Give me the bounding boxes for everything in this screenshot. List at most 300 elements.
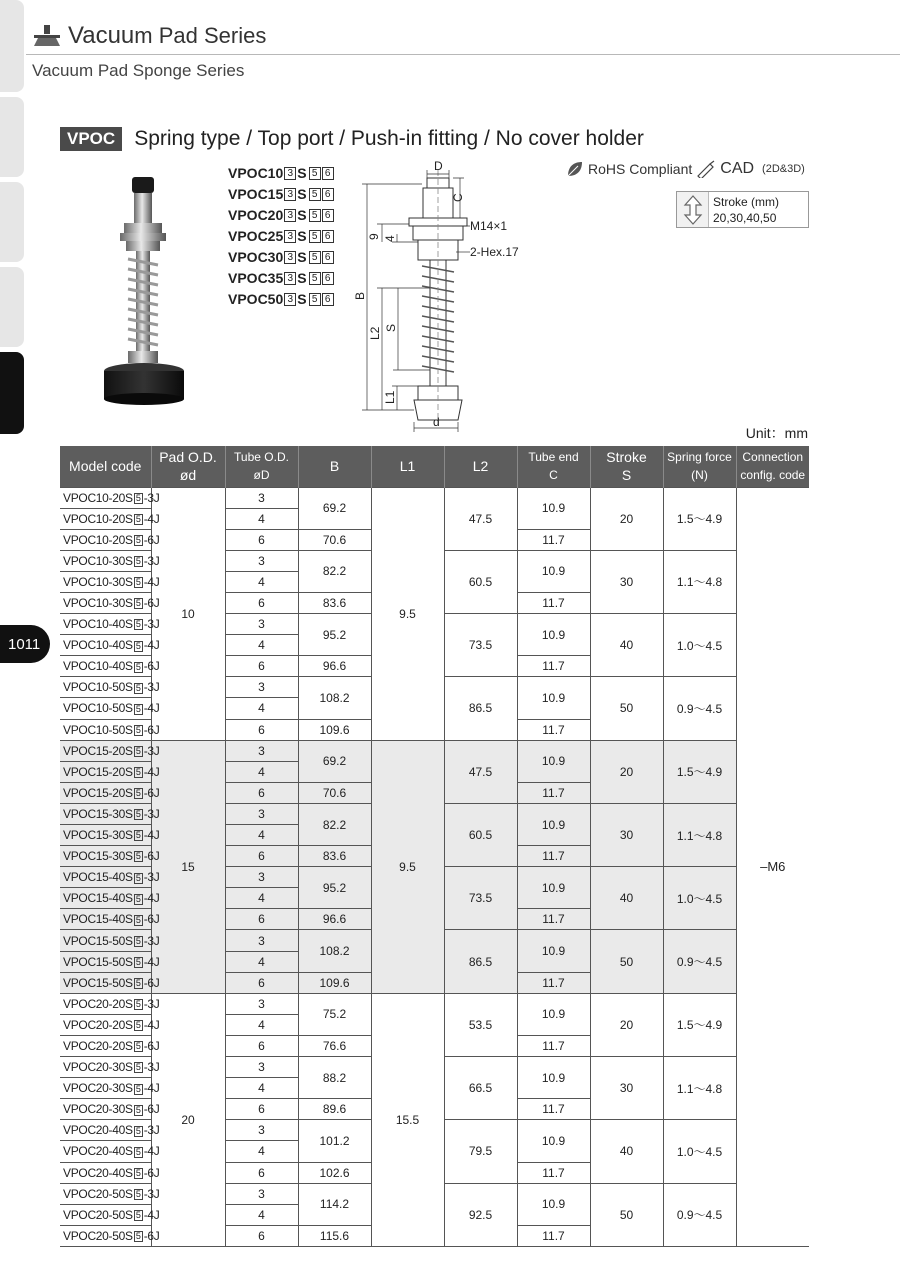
column-header — [371, 446, 444, 487]
stroke-cell: 40 — [590, 867, 663, 930]
tube-od-cell: 4 — [225, 1204, 298, 1225]
model-code-suffix: -6J — [143, 1165, 160, 1180]
model-code-suffix: -4J — [143, 574, 160, 589]
page-header-title — [32, 22, 266, 50]
model-code-suffix: -3J — [143, 870, 160, 885]
dim-D: D — [434, 160, 443, 173]
model-code-option-box: 5 — [134, 1210, 143, 1221]
product-photo — [98, 175, 190, 405]
model-code-cell — [60, 1078, 160, 1099]
model-code-cell — [60, 993, 160, 1014]
column-header-line1: L1 — [399, 458, 416, 475]
tube-end-cell: 10.9 — [517, 740, 590, 782]
tube-od-cell: 3 — [225, 993, 298, 1014]
tube-od-cell: 6 — [225, 1099, 298, 1120]
table-row — [60, 487, 809, 508]
l2-cell: 60.5 — [444, 550, 517, 613]
spring-force-cell: 0.9～4.5 — [663, 1183, 736, 1246]
option-box-tube: 3 — [284, 209, 296, 222]
model-code-base: VPOC50 — [228, 291, 284, 307]
model-code-option-box: 5 — [134, 535, 143, 546]
model-code-option-box: 5 — [134, 556, 143, 567]
column-header — [444, 446, 517, 487]
tube-end-cell: 11.7 — [517, 529, 590, 550]
b-cell: 96.6 — [298, 909, 371, 930]
model-code-option-box: 5 — [134, 704, 143, 715]
tube-end-cell: 10.9 — [517, 614, 590, 656]
tube-end-cell: 11.7 — [517, 909, 590, 930]
model-code-sponge: S — [297, 270, 307, 286]
b-cell: 96.6 — [298, 656, 371, 677]
stroke-label: Stroke (mm) — [713, 194, 779, 209]
model-code-prefix: VPOC10-40S — [63, 617, 133, 632]
model-code-option-box: 5 — [134, 725, 143, 736]
model-code-prefix: VPOC10-30S — [63, 596, 133, 611]
b-cell: 88.2 — [298, 1057, 371, 1099]
column-header — [590, 446, 663, 487]
side-tab-active[interactable] — [0, 352, 24, 434]
model-code-sponge: S — [297, 249, 307, 265]
tube-od-cell: 4 — [225, 1014, 298, 1035]
model-code-item — [228, 205, 334, 226]
model-code-cell — [60, 951, 160, 972]
model-code-option-box: 5 — [134, 915, 143, 926]
column-header — [517, 446, 590, 487]
unit-label: Unit：mm — [745, 425, 808, 441]
tube-end-cell: 10.9 — [517, 930, 590, 972]
model-code-cell — [60, 803, 160, 824]
model-code-cell — [60, 677, 160, 698]
model-code-prefix: VPOC20-40S — [63, 1165, 133, 1180]
option-box-stroke: 5 — [309, 251, 321, 264]
model-code-suffix: -3J — [143, 743, 160, 758]
dimension-drawing — [352, 160, 532, 435]
pad-od-cell: 20 — [151, 993, 225, 1246]
series-description: Spring type / Top port / Push-in fitting / No cover holder — [134, 127, 644, 150]
column-header-line1: Tube end — [528, 450, 579, 465]
model-code-prefix: VPOC20-50S — [63, 1207, 133, 1222]
option-box-stroke: 5 — [309, 272, 321, 285]
l2-cell: 47.5 — [444, 487, 517, 550]
model-code-prefix: VPOC15-40S — [63, 870, 133, 885]
tube-end-cell: 11.7 — [517, 592, 590, 613]
column-header-line1: L2 — [472, 458, 489, 475]
model-code-option-box: 5 — [134, 577, 143, 588]
column-header — [736, 446, 809, 487]
model-code-cell — [60, 1183, 160, 1204]
model-code-suffix: -3J — [143, 680, 160, 695]
model-code-cell — [60, 1204, 160, 1225]
model-code-suffix: -6J — [143, 849, 160, 864]
b-cell: 83.6 — [298, 592, 371, 613]
model-code-cell — [60, 1014, 160, 1035]
model-code-suffix: -4J — [143, 701, 160, 716]
model-code-cell — [60, 888, 160, 909]
model-code-item — [228, 163, 334, 184]
model-code-suffix: -4J — [143, 764, 160, 779]
option-box-stroke: 5 — [309, 167, 321, 180]
model-code-option-box: 5 — [134, 1168, 143, 1179]
option-box-stroke: 5 — [309, 293, 321, 306]
b-cell: 82.2 — [298, 803, 371, 845]
tube-end-cell: 11.7 — [517, 656, 590, 677]
b-cell: 69.2 — [298, 487, 371, 529]
model-code-prefix: VPOC20-30S — [63, 1102, 133, 1117]
model-code-cell — [60, 1162, 160, 1183]
tube-od-cell: 3 — [225, 803, 298, 824]
l2-cell: 53.5 — [444, 993, 517, 1056]
model-code-cell — [60, 846, 160, 867]
dim-9: 9 — [367, 233, 381, 240]
side-tab-1[interactable] — [0, 0, 24, 92]
model-code-suffix: -6J — [143, 596, 160, 611]
compliance-row — [566, 160, 805, 178]
tube-end-cell: 11.7 — [517, 972, 590, 993]
tube-od-cell: 3 — [225, 1057, 298, 1078]
model-code-option-box: 5 — [134, 894, 143, 905]
model-code-cell — [60, 614, 160, 635]
column-header-line2: C — [549, 468, 558, 483]
model-code-suffix: -4J — [143, 891, 160, 906]
model-code-prefix: VPOC20-30S — [63, 1081, 133, 1096]
tube-od-cell: 4 — [225, 508, 298, 529]
option-box-tube: 3 — [284, 293, 296, 306]
model-code-cell — [60, 571, 160, 592]
column-header — [663, 446, 736, 487]
option-box-tube: 3 — [284, 272, 296, 285]
model-code-suffix: -6J — [143, 1038, 160, 1053]
l1-cell: 15.5 — [371, 993, 444, 1246]
l2-cell: 79.5 — [444, 1120, 517, 1183]
tube-end-cell: 10.9 — [517, 1183, 590, 1225]
pad-od-cell: 10 — [151, 487, 225, 740]
b-cell: 82.2 — [298, 550, 371, 592]
tube-od-cell: 6 — [225, 656, 298, 677]
tube-end-cell: 10.9 — [517, 1057, 590, 1099]
model-code-prefix: VPOC20-20S — [63, 996, 133, 1011]
stroke-cell: 50 — [590, 677, 663, 740]
model-code-base: VPOC35 — [228, 270, 284, 286]
dim-L2: L2 — [368, 326, 382, 340]
model-code-suffix: -6J — [143, 1228, 160, 1243]
model-code-cell — [60, 635, 160, 656]
b-cell: 108.2 — [298, 677, 371, 719]
model-code-suffix: -6J — [143, 722, 160, 737]
model-code-cell — [60, 1120, 160, 1141]
model-code-option-box: 5 — [134, 641, 143, 652]
model-code-option-box: 5 — [134, 619, 143, 630]
tube-od-cell: 6 — [225, 529, 298, 550]
tube-od-cell: 4 — [225, 951, 298, 972]
tube-od-cell: 6 — [225, 1035, 298, 1056]
model-code-suffix: -4J — [143, 1017, 160, 1032]
tube-end-cell: 11.7 — [517, 1162, 590, 1183]
model-code-prefix: VPOC10-20S — [63, 511, 133, 526]
tube-od-cell: 3 — [225, 740, 298, 761]
option-box-fitting: 6 — [322, 251, 334, 264]
dim-C: C — [451, 193, 465, 202]
stroke-cell: 40 — [590, 1120, 663, 1183]
stroke-cell: 20 — [590, 487, 663, 550]
column-header-line2: config. code — [740, 468, 806, 483]
model-code-option-box: 5 — [134, 1020, 143, 1031]
model-code-cell — [60, 550, 160, 571]
spring-force-cell: 1.1～4.8 — [663, 1057, 736, 1120]
b-cell: 115.6 — [298, 1225, 371, 1246]
model-code-cell — [60, 487, 160, 508]
b-cell: 109.6 — [298, 719, 371, 740]
b-cell: 83.6 — [298, 846, 371, 867]
l2-cell: 92.5 — [444, 1183, 517, 1246]
l2-cell: 60.5 — [444, 803, 517, 866]
pad-od-cell: 15 — [151, 740, 225, 993]
model-code-cell — [60, 1141, 160, 1162]
b-cell: 75.2 — [298, 993, 371, 1035]
stroke-cell: 30 — [590, 550, 663, 613]
b-cell: 70.6 — [298, 782, 371, 803]
model-code-prefix: VPOC20-40S — [63, 1123, 133, 1138]
spring-force-cell: 0.9～4.5 — [663, 677, 736, 740]
l2-cell: 66.5 — [444, 1057, 517, 1120]
model-code-base: VPOC10 — [228, 165, 284, 181]
model-code-cell — [60, 592, 160, 613]
model-code-suffix: -4J — [143, 954, 160, 969]
column-header-line1: Model code — [69, 458, 142, 475]
model-code-option-box: 5 — [134, 788, 143, 799]
model-code-option-box: 5 — [134, 598, 143, 609]
model-code-suffix: -4J — [143, 1144, 160, 1159]
model-code-cell — [60, 1035, 160, 1056]
model-code-suffix: -3J — [143, 1123, 160, 1138]
model-code-cell — [60, 1099, 160, 1120]
model-code-cell — [60, 867, 160, 888]
model-code-cell — [60, 656, 160, 677]
model-code-option-box: 5 — [134, 1231, 143, 1242]
model-code-prefix: VPOC15-30S — [63, 849, 133, 864]
l1-cell: 9.5 — [371, 740, 444, 993]
model-code-cell — [60, 529, 160, 550]
model-code-suffix: -3J — [143, 1186, 160, 1201]
model-code-option-box: 5 — [134, 493, 143, 504]
model-code-prefix: VPOC15-30S — [63, 806, 133, 821]
model-code-prefix: VPOC10-50S — [63, 701, 133, 716]
model-code-suffix: -3J — [143, 996, 160, 1011]
model-code-option-box: 5 — [134, 662, 143, 673]
cad-label: CAD — [720, 160, 755, 177]
tube-od-cell: 6 — [225, 1162, 298, 1183]
header-title-prefix: Vacuu — [68, 22, 135, 49]
model-code-cell — [60, 698, 160, 719]
tube-od-cell: 3 — [225, 614, 298, 635]
tube-od-cell: 4 — [225, 1141, 298, 1162]
option-box-stroke: 5 — [309, 230, 321, 243]
model-code-suffix: -4J — [143, 1081, 160, 1096]
b-cell: 109.6 — [298, 972, 371, 993]
b-cell: 95.2 — [298, 614, 371, 656]
side-tab-2[interactable] — [0, 97, 24, 177]
tube-od-cell: 6 — [225, 782, 298, 803]
tube-od-cell: 6 — [225, 1225, 298, 1246]
stroke-cell: 20 — [590, 740, 663, 803]
model-code-prefix: VPOC10-20S — [63, 532, 133, 547]
cad-pen-icon — [696, 160, 716, 178]
tube-end-cell: 10.9 — [517, 993, 590, 1035]
model-code-cell — [60, 972, 160, 993]
spring-force-cell: 0.9～4.5 — [663, 930, 736, 993]
column-header-line2: (N) — [691, 468, 708, 483]
column-header-line2: øD — [253, 468, 270, 483]
model-code-item — [228, 226, 334, 247]
tube-end-cell: 11.7 — [517, 782, 590, 803]
model-code-option-box: 5 — [134, 746, 143, 757]
model-code-option-box: 5 — [134, 809, 143, 820]
tube-od-cell: 4 — [225, 698, 298, 719]
tube-od-cell: 4 — [225, 571, 298, 592]
side-tab-4[interactable] — [0, 267, 24, 347]
dim-L1: L1 — [383, 390, 397, 404]
model-code-cell — [60, 761, 160, 782]
stroke-cell: 50 — [590, 1183, 663, 1246]
tube-od-cell: 6 — [225, 719, 298, 740]
model-code-prefix: VPOC15-50S — [63, 954, 133, 969]
model-code-prefix: VPOC15-40S — [63, 912, 133, 927]
model-code-suffix: -3J — [143, 933, 160, 948]
model-code-suffix: -4J — [143, 1207, 160, 1222]
model-code-sponge: S — [297, 186, 307, 202]
model-code-sponge: S — [297, 228, 307, 244]
dim-S: S — [384, 323, 398, 332]
model-code-sponge: S — [297, 165, 307, 181]
table-row — [60, 993, 809, 1014]
model-code-item — [228, 289, 334, 310]
model-code-option-box: 5 — [134, 1189, 143, 1200]
model-code-cell — [60, 719, 160, 740]
model-code-suffix: -3J — [143, 806, 160, 821]
model-code-option-box: 5 — [134, 830, 143, 841]
series-heading — [60, 127, 644, 151]
model-code-cell — [60, 508, 160, 529]
cad-note: (2D&3D) — [762, 163, 805, 175]
model-code-cell — [60, 740, 160, 761]
dim-B: B — [353, 291, 367, 300]
model-code-item — [228, 247, 334, 268]
b-cell: 108.2 — [298, 930, 371, 972]
spring-force-cell: 1.1～4.8 — [663, 550, 736, 613]
model-code-option-box: 5 — [134, 851, 143, 862]
tube-end-cell: 10.9 — [517, 867, 590, 909]
model-code-suffix: -6J — [143, 785, 160, 800]
tube-od-cell: 3 — [225, 867, 298, 888]
dim-d: d — [433, 415, 440, 429]
l2-cell: 73.5 — [444, 614, 517, 677]
model-code-option-box: 5 — [134, 936, 143, 947]
model-code-suffix: -6J — [143, 659, 160, 674]
b-cell: 95.2 — [298, 867, 371, 909]
page-subtitle: Vacuum Pad Sponge Series — [32, 61, 245, 80]
stroke-values: 20,30,40,50 — [713, 210, 777, 225]
page-number: 1011 — [0, 625, 50, 663]
model-code-list — [228, 163, 334, 310]
option-box-fitting: 6 — [322, 209, 334, 222]
model-code-base: VPOC25 — [228, 228, 284, 244]
column-header — [151, 446, 225, 487]
model-code-suffix: -3J — [143, 1060, 160, 1075]
tube-end-cell: 10.9 — [517, 803, 590, 845]
spring-force-cell: 1.0～4.5 — [663, 867, 736, 930]
tube-od-cell: 3 — [225, 677, 298, 698]
model-code-cell — [60, 1225, 160, 1246]
b-cell: 114.2 — [298, 1183, 371, 1225]
model-code-suffix: -3J — [143, 553, 160, 568]
tube-end-cell: 10.9 — [517, 487, 590, 529]
option-box-stroke: 5 — [309, 209, 321, 222]
dim-M: M14×1 — [470, 219, 508, 233]
model-code-option-box: 5 — [134, 1126, 143, 1137]
stroke-cell: 40 — [590, 614, 663, 677]
model-code-option-box: 5 — [134, 514, 143, 525]
model-code-base: VPOC15 — [228, 186, 284, 202]
option-box-tube: 3 — [284, 251, 296, 264]
model-code-suffix: -4J — [143, 828, 160, 843]
table-header-row — [60, 446, 809, 487]
model-code-prefix: VPOC10-40S — [63, 638, 133, 653]
tube-od-cell: 4 — [225, 825, 298, 846]
model-code-option-box: 5 — [134, 767, 143, 778]
model-code-suffix: -3J — [143, 490, 160, 505]
model-code-option-box: 5 — [134, 999, 143, 1010]
column-header-line2: S — [621, 467, 632, 484]
model-code-sponge: S — [297, 207, 307, 223]
model-code-suffix: -3J — [143, 617, 160, 632]
side-tab-3[interactable] — [0, 182, 24, 262]
model-code-prefix: VPOC15-50S — [63, 933, 133, 948]
spec-table — [60, 446, 809, 1247]
spring-force-cell: 1.5～4.9 — [663, 993, 736, 1056]
tube-end-cell: 11.7 — [517, 846, 590, 867]
spring-force-cell: 1.5～4.9 — [663, 740, 736, 803]
tube-od-cell: 4 — [225, 761, 298, 782]
model-code-prefix: VPOC15-40S — [63, 891, 133, 906]
option-box-tube: 3 — [284, 188, 296, 201]
model-code-option-box: 5 — [134, 1147, 143, 1158]
table-row — [60, 740, 809, 761]
stroke-cell: 30 — [590, 803, 663, 866]
option-box-fitting: 6 — [322, 293, 334, 306]
spring-force-cell: 1.5～4.9 — [663, 487, 736, 550]
dim-4: 4 — [383, 235, 397, 242]
model-code-prefix: VPOC15-50S — [63, 975, 133, 990]
model-code-prefix: VPOC20-30S — [63, 1060, 133, 1075]
model-code-prefix: VPOC20-50S — [63, 1186, 133, 1201]
model-code-prefix: VPOC20-50S — [63, 1228, 133, 1243]
column-header-line2: ød — [179, 467, 197, 484]
model-code-option-box: 5 — [134, 978, 143, 989]
option-box-stroke: 5 — [309, 188, 321, 201]
model-code-cell — [60, 782, 160, 803]
model-code-prefix: VPOC15-20S — [63, 785, 133, 800]
model-code-cell — [60, 1057, 160, 1078]
model-code-cell — [60, 825, 160, 846]
tube-end-cell: 11.7 — [517, 719, 590, 740]
spring-force-cell: 1.0～4.5 — [663, 614, 736, 677]
model-code-prefix: VPOC15-20S — [63, 764, 133, 779]
column-header-line1: Tube O.D. — [234, 450, 289, 465]
model-code-prefix: VPOC10-40S — [63, 659, 133, 674]
option-box-fitting: 6 — [322, 188, 334, 201]
model-code-prefix: VPOC10-50S — [63, 680, 133, 695]
tube-end-cell: 11.7 — [517, 1099, 590, 1120]
stroke-cell: 50 — [590, 930, 663, 993]
